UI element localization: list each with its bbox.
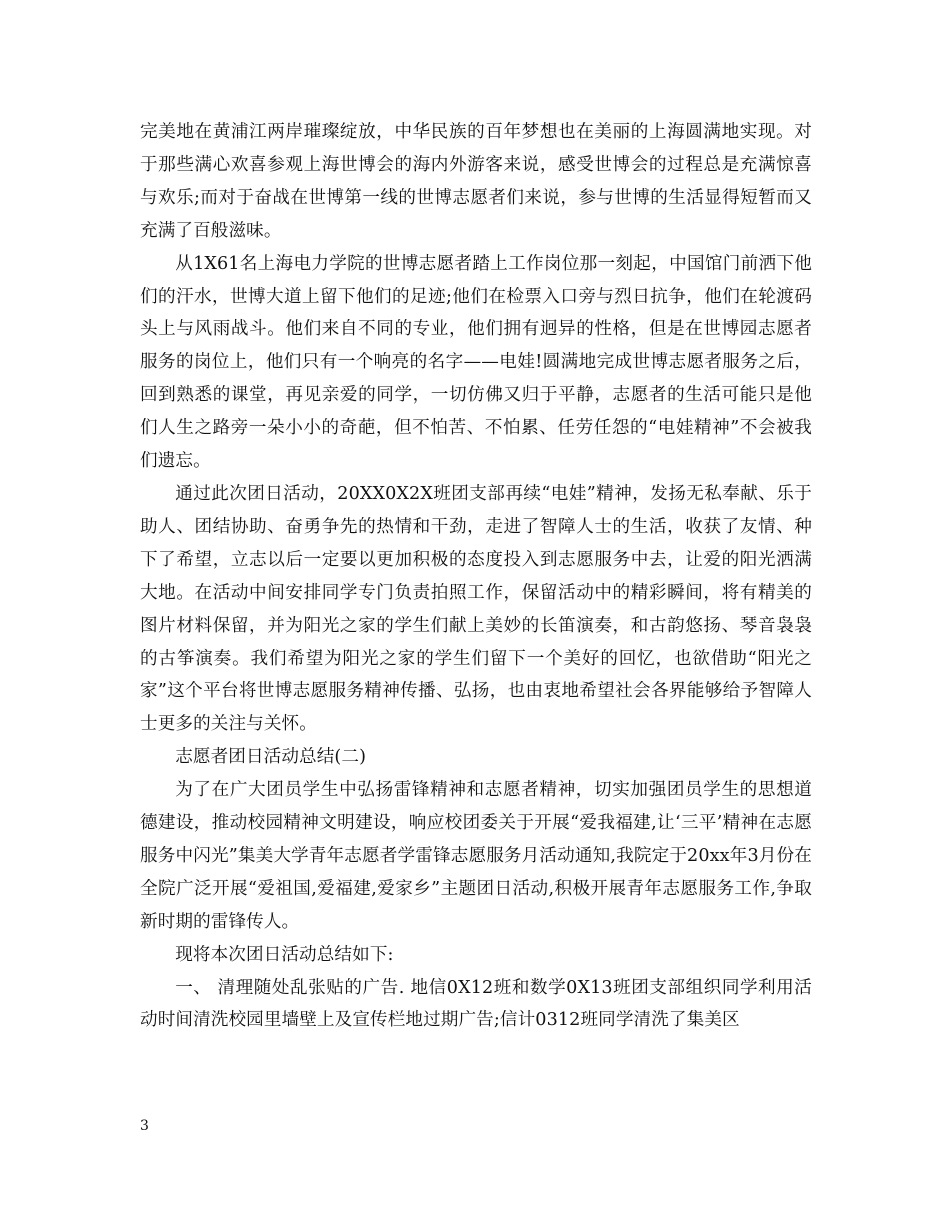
section-heading: 志愿者团日活动总结(二): [175, 747, 367, 768]
document-body: [140, 116, 812, 1037]
paragraph-3: 通过此次团日活动，20XX0X2X班团支部再续“电娃”精神，发扬无私奉献、乐于助人、团结协助、奋勇争先的热情和干劲，走进了智障人士的生活，收获了友情、种下了希望，立志以后一定要以更加积极的态度投入到志愿服务中去，让爱的阳光洒满大地。在活动中间安排同学专门负责拍照工作，保留活动中的精彩瞬间，将有精美的图片材料保留，并为阳光之家的学生们献上美妙的长笛演奏，和古韵悠扬、琴音袅袅的古筝演奏。我们希望为阳光之家的学生们留下一个美好的回忆，也欲借助“阳光之家”这个平台将世博志愿服务精神传播、弘扬，也由衷地希望社会各界能够给予智障人士更多的关注与关怀。: [140, 483, 812, 735]
paragraph-2: 从1X61名上海电力学院的世博志愿者踏上工作岗位那一刻起，中国馆门前洒下他们的汗水，世博大道上留下他们的足迹;他们在检票入口旁与烈日抗争，他们在轮渡码头上与风雨战斗。他们来自不同的专业，他们拥有迥异的性格，但是在世博园志愿者服务的岗位上，他们只有一个响亮的名字——电娃!圆满地完成世博志愿者服务之后，回到熟悉的课堂，再见亲爱的同学，一切仿佛又归于平静，志愿者的生活可能只是他们人生之路旁一朵小小的奇葩，但不怕苦、不怕累、任劳任怨的“电娃精神”不会被我们遗忘。: [140, 253, 812, 472]
paragraph-6: 一、 清理随处乱张贴的广告. 地信0X12班和数学0X13班团支部组织同学利用活动时间清洗校园里墙壁上及宣传栏地过期广告;信计0312班同学清洗了集美区: [140, 977, 812, 1031]
paragraph-5: 现将本次团日活动总结如下:: [175, 944, 394, 965]
page-number: 3: [140, 1118, 149, 1134]
paragraph-1: 完美地在黄浦江两岸璀璨绽放，中华民族的百年梦想也在美丽的上海圆满地实现。对于那些满心欢喜参观上海世博会的海内外游客来说，感受世博会的过程总是充满惊喜与欢乐;而对于奋战在世博第一线的世博志愿者们来说，参与世博的生活显得短暂而又充满了百般滋味。: [140, 122, 812, 241]
paragraph-4: 为了在广大团员学生中弘扬雷锋精神和志愿者精神，切实加强团员学生的思想道德建设，推动校园精神文明建设，响应校团委关于开展“爱我福建,让‘三平’精神在志愿服务中闪光”集美大学青年志愿者学雷锋志愿服务月活动通知,我院定于20xx年3月份在全院广泛开展“爱祖国,爱福建,爱家乡”主题团日活动,积极开展青年志愿服务工作,争取新时期的雷锋传人。: [140, 780, 812, 932]
